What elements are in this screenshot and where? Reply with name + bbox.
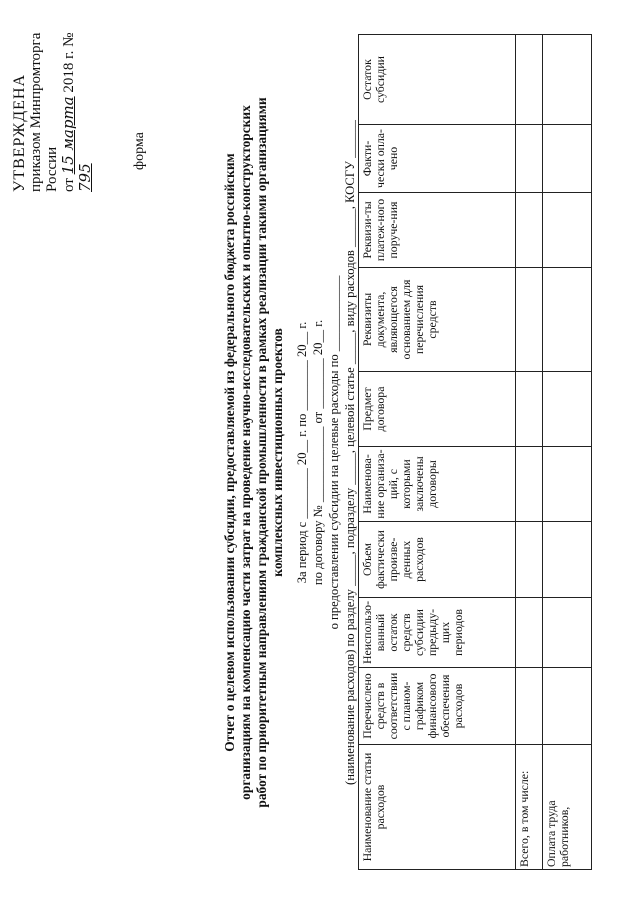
col-organizations: Наименова-ние организа-ций, с которыми заключены договоры — [359, 447, 516, 522]
handwritten-number: 795 — [76, 163, 94, 192]
table-row — [516, 35, 543, 870]
col-payment-order: Реквизи-ты платеж-ного поруче-ния — [359, 193, 516, 268]
col-transferred: Перечислено средств в соответствии с планом-графиком финансового обеспечения расходов — [359, 668, 516, 745]
form-label: форма — [132, 132, 147, 170]
col-actually-paid: Факти-чески опла-чено — [359, 125, 516, 193]
col-contract-subject: Предмет договора — [359, 372, 516, 447]
handwritten-date: 15 марта — [59, 96, 77, 175]
table-row — [543, 35, 592, 870]
approval-stamp — [12, 32, 94, 192]
col-expense-item: Наименование статьи расходов — [359, 745, 516, 870]
approval-line2: от 15 марта 2018 г. № 795 — [59, 32, 94, 192]
table-header-row — [359, 35, 516, 870]
document-title: Отчет о целевом использовании субсидии, предоставляемой из федерального бюджета российским организациям на компенсацию части затрат на проведение научно-исследовательских и опытно-конструкторских работ по приоритетным направлениям гражданской промышленности в рамках реализации такими организациями комплексных инвестиционных проектов — [222, 97, 285, 808]
col-unused-balance: Неиспользо-ванный остаток средств субсидии предыду-щих периодов — [359, 598, 516, 668]
report-period: За период с ________ 20__ г. по ________ 20__ г. по договору № ____________ от ________ 20__ г. о предоставлении субсидии на целевые расходы по ____________ (наименование расходов) по разделу _____, подразделу _____, целевой статье _____, виду расходов ______, КОСГУ ______ — [295, 120, 357, 785]
row-total-label: Всего, в том числе: — [516, 745, 543, 870]
approval-line1: приказом Минпромторга России — [28, 32, 60, 192]
report-table — [358, 34, 592, 870]
row-salary-label: Оплата труда работников, — [543, 745, 592, 870]
col-document-details: Реквизиты документа, являющегося основанием для перечисления средств — [359, 268, 516, 372]
col-actual-expenses: Объем фактически произве-денных расходов — [359, 522, 516, 598]
col-subsidy-balance: Остаток субсидии — [359, 35, 516, 125]
approval-heading: УТВЕРЖДЕНА — [11, 73, 28, 192]
